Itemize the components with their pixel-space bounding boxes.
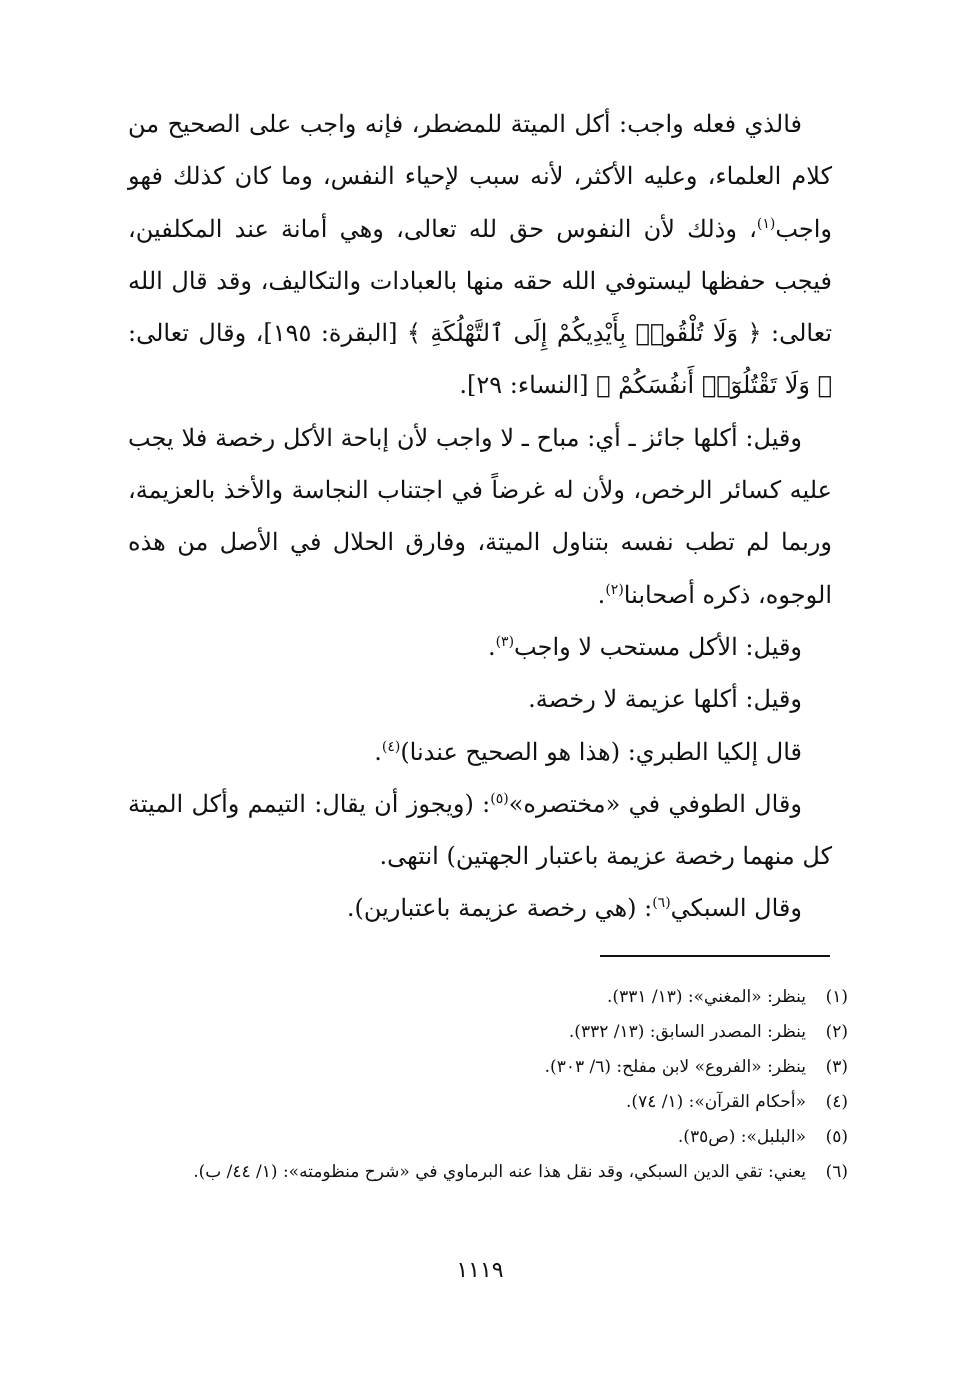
text-run: فالذي فعله واجب: أكل الميتة للمضطر، فإنه واجب على الصحيح من كلام العلماء، وعليه الأكثر، لأنه سبب لإحياء النفس، وما كان كذلك فهو واجب [128, 110, 832, 243]
page-number: ١١١٩ [456, 1258, 504, 1283]
footnote-number: (٢) [825, 1022, 848, 1042]
footnote-ref-6: (٦) [652, 895, 671, 912]
footnote-4 [128, 1085, 848, 1120]
footnote-text: «أحكام القرآن»: (١/ ٧٤). [626, 1092, 806, 1112]
text-run: : (ويجوز أن يقال: التيمم وأكل الميتة كل منهما رخصة عزيمة باعتبار الجهتين) انتهى. [128, 789, 832, 871]
text-run: ، وذلك لأن النفوس حق لله تعالى، وهي أمانة عند المكلفين، فيجب حفظها ليستوفي الله حقه منها بالعبادات والتكاليف، وقد قال الله تعالى: ﴿ وَلَا تُلْقُوا۟ بِأَيْدِيكُمْ إِلَى ٱلتَّهْلُكَةِ ﴾ [البقرة: ١٩٥]، وقال تعالى: ﴿ وَلَا تَقْتُلُوٓا۟ أَنفُسَكُمْ ﴾ [النساء: ٢٩]. [128, 214, 833, 400]
footnote-5 [128, 1120, 848, 1155]
text-run: . [487, 632, 496, 661]
footnote-ref-2: (٢) [605, 581, 624, 598]
footnote-number: (٦) [825, 1162, 848, 1182]
text-run: . [374, 737, 382, 766]
text-run: وقال الطوفي في «مختصره» [508, 789, 802, 818]
footnote-6 [128, 1155, 848, 1190]
paragraph-7 [128, 882, 832, 934]
footnote-2 [128, 1015, 848, 1050]
footnote-text: ينظر: «المغني»: (١٣/ ٣٣١). [607, 987, 806, 1007]
paragraph-5 [128, 726, 832, 778]
paragraph-1 [128, 98, 832, 412]
text-run: : (هي رخصة عزيمة باعتبارين). [346, 894, 653, 923]
footnote-number: (٤) [825, 1092, 848, 1112]
footnote-text: «البلبل»: (ص٣٥). [677, 1127, 806, 1147]
text-run: وقيل: أكلها عزيمة لا رخصة. [528, 685, 802, 714]
text-run: . [597, 580, 606, 609]
text-run: قال إلكيا الطبري: (هذا هو الصحيح عندنا) [400, 737, 802, 766]
footnote-number: (٥) [825, 1127, 848, 1147]
footnote-number: (١) [825, 987, 848, 1007]
footnote-text: يعني: تقي الدين السبكي، وقد نقل هذا عنه البرماوي في «شرح منظومته»: (١/ ٤٤/ ب). [193, 1162, 806, 1182]
text-run: وقيل: أكلها جائز ـ أي: مباح ـ لا واجب لأن إباحة الأكل رخصة فلا يجب عليه كسائر الرخص، ولأن له غرضاً في اجتناب النجاسة والأخذ بالعزيمة، وربما لم تطب نفسه بتناول الميتة، وفارق الحلال في الأصل من هذه الوجوه، ذكره أصحابنا [128, 423, 832, 609]
footnote-text: ينظر: المصدر السابق: (١٣/ ٣٣٢). [568, 1022, 806, 1042]
paragraph-6 [128, 778, 832, 883]
paragraph-3 [128, 621, 832, 673]
footnote-ref-4: (٤) [381, 738, 401, 755]
paragraph-2 [128, 412, 832, 621]
footnote-ref-1: (١) [756, 215, 776, 232]
footnote-text: ينظر: «الفروع» لابن مفلح: (٦/ ٣٠٣). [544, 1057, 806, 1077]
footnote-number: (٣) [825, 1057, 848, 1077]
main-text [128, 98, 832, 935]
footnote-ref-5: (٥) [490, 790, 509, 807]
footnotes [128, 980, 848, 1190]
text-run: وقال السبكي [670, 894, 802, 923]
paragraph-4 [128, 673, 832, 725]
footnote-ref-3: (٣) [495, 633, 515, 650]
text-run: وقيل: الأكل مستحب لا واجب [514, 632, 802, 661]
footnote-1 [128, 980, 848, 1015]
footnote-3 [128, 1050, 848, 1085]
footnote-divider [600, 955, 830, 957]
